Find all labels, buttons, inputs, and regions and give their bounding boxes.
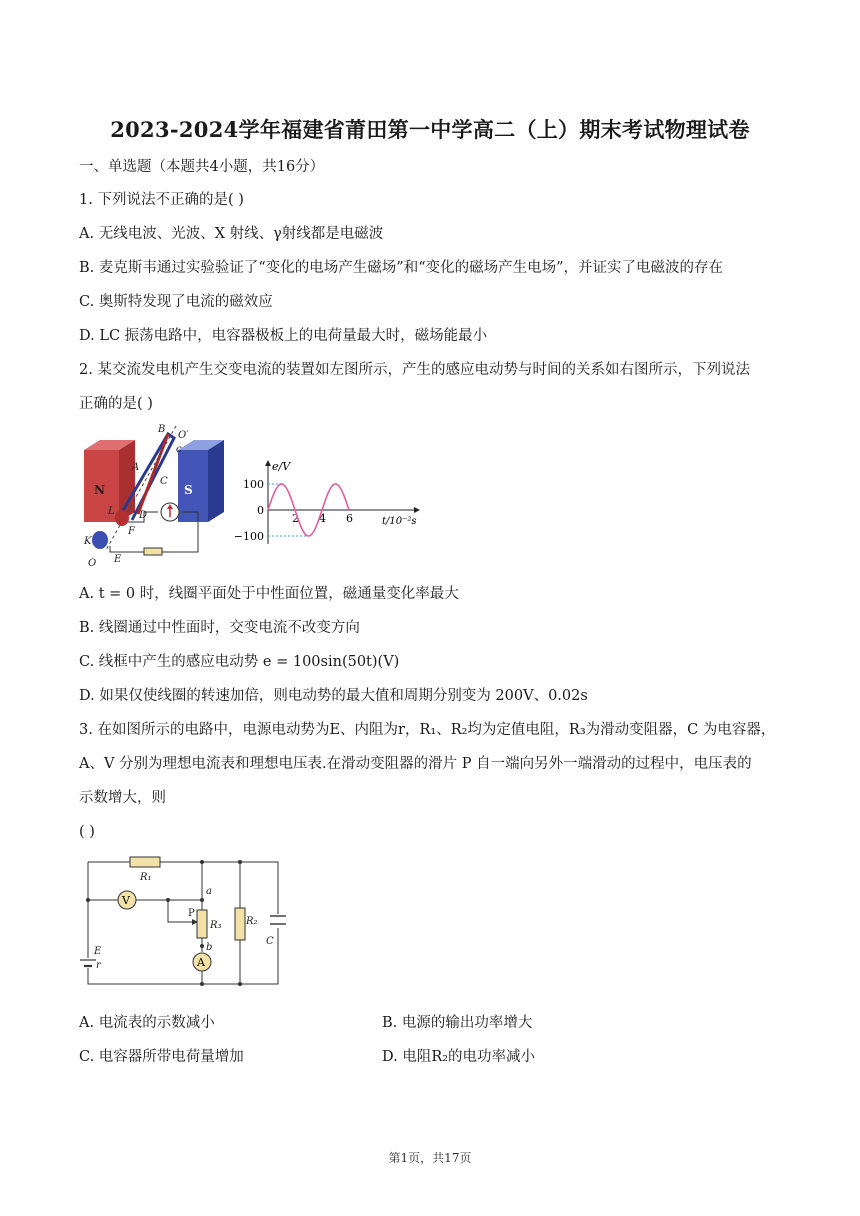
svg-text:L: L <box>108 506 115 517</box>
svg-text:N: N <box>94 483 105 497</box>
svg-text:b: b <box>206 942 213 953</box>
q3-option-d: D. 电阻R₂的电功率减小 <box>382 1049 536 1065</box>
q2-option-c: C. 线框中产生的感应电动势 e = 100sin(50t)(V) <box>79 654 400 670</box>
y-axis-label: e/V <box>272 460 291 473</box>
slip-ring-upper <box>115 510 129 526</box>
q2-option-b: B. 线圈通过中性面时，交变电流不改变方向 <box>79 620 360 636</box>
q2-option-d: D. 如果仅使线圈的转速加倍，则电动势的最大值和周期分别变为 200V、0.02s <box>79 688 588 704</box>
page-title: 2023-2024学年福建省莆田第一中学高二（上）期末考试物理试卷 <box>110 117 750 142</box>
svg-text:V: V <box>122 894 130 907</box>
q3-option-c: C. 电容器所带电荷量增加 <box>79 1049 244 1065</box>
svg-text:E: E <box>94 946 102 957</box>
y-tick-label: −100 <box>233 530 264 543</box>
q3-stem-line1: 3. 在如图所示的电路中，电源电动势为E、内阻为r，R₁、R₂均为定值电阻，R₃为滑动变阻器，C 为电容器， <box>79 722 776 738</box>
q1-option-c: C. 奥斯特发现了电流的磁效应 <box>79 294 273 310</box>
x-tick-label: 6 <box>346 512 353 525</box>
svg-text:C: C <box>266 936 274 947</box>
y-tick-label: 0 <box>257 504 264 517</box>
svg-text:r: r <box>96 960 101 971</box>
q1-option-b: B. 麦克斯韦通过实验验证了“变化的电场产生磁场”和“变化的磁场产生电场”，并证实了电磁波的存在 <box>79 260 724 276</box>
x-axis-label: t/10⁻²s <box>382 516 417 527</box>
resistor-r2 <box>235 908 245 940</box>
svg-text:R₂: R₂ <box>246 916 258 927</box>
resistor-r1 <box>130 857 160 867</box>
svg-text:B: B <box>158 424 166 435</box>
x-tick-label: 2 <box>292 512 299 525</box>
q3-stem-line2: A、V 分别为理想电流表和理想电压表.在滑动变阻器的滑片 P 自一端向另外一端滑动的过程中，电压表的 <box>79 756 752 772</box>
q3-option-a: A. 电流表的示数减小 <box>79 1015 215 1031</box>
generator-figure <box>78 422 228 570</box>
svg-text:R₃: R₃ <box>210 920 222 931</box>
q1-option-d: D. LC 振荡电路中，电容器极板上的电荷量最大时，磁场能最小 <box>79 328 488 344</box>
svg-text:P: P <box>188 908 195 919</box>
q2-stem-line1: 2. 某交流发电机产生交变电流的装置如左图所示，产生的感应电动势与时间的关系如右图所示，下列说法 <box>79 362 750 378</box>
y-tick-label: 100 <box>243 478 264 491</box>
svg-text:K: K <box>84 536 92 547</box>
slip-ring-lower <box>92 531 108 549</box>
svg-text:F: F <box>128 526 135 537</box>
q1-option-a: A. 无线电波、光波、X 射线、γ射线都是电磁波 <box>79 226 384 242</box>
q3-stem-line3: 示数增大，则 <box>79 790 166 806</box>
svg-text:A: A <box>132 462 140 473</box>
q1-stem: 1. 下列说法不正确的是( ) <box>79 192 244 208</box>
x-tick-label: 4 <box>319 512 326 525</box>
svg-text:E: E <box>114 554 122 565</box>
resistor-r3 <box>197 910 207 938</box>
svg-text:D: D <box>139 510 148 521</box>
circuit-figure <box>78 852 288 992</box>
page-footer: 第1页，共17页 <box>388 1151 472 1165</box>
svg-text:R₁: R₁ <box>140 872 152 883</box>
svg-text:O′: O′ <box>178 430 189 441</box>
q2-option-a: A. t = 0 时，线圈平面处于中性面位置，磁通量变化率最大 <box>79 586 459 602</box>
svg-text:S: S <box>184 483 193 497</box>
svg-text:a: a <box>206 886 212 897</box>
section-heading: 一、单选题（本题共4小题，共16分） <box>79 159 325 175</box>
svg-text:O: O <box>88 558 97 569</box>
svg-text:c: c <box>176 444 182 455</box>
q2-stem-line2: 正确的是( ) <box>79 396 153 412</box>
emf-time-chart <box>232 458 422 548</box>
q3-paren: ( ) <box>79 824 95 840</box>
q3-option-b: B. 电源的输出功率增大 <box>382 1015 533 1031</box>
svg-text:C: C <box>160 476 168 487</box>
svg-text:A: A <box>197 956 205 969</box>
magnet-s <box>178 440 224 522</box>
